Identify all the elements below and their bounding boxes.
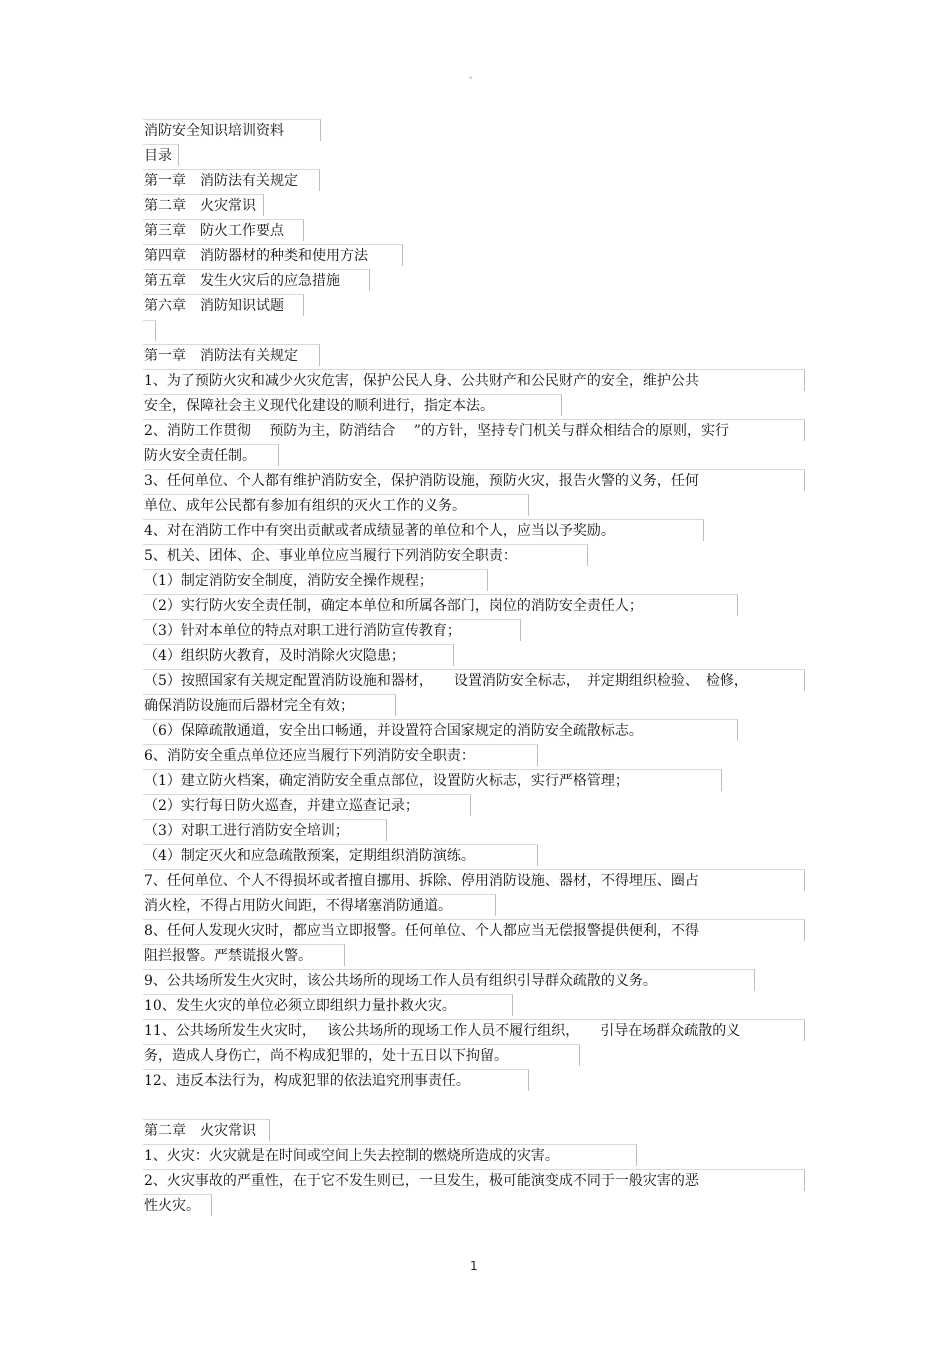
text-line: 2、消防工作贯彻 预防为主，防消结合 ”的方针，坚持专门机关与群众相结合的原则，实行 — [143, 419, 805, 441]
text-line: 1、为了预防火灾和减少火灾危害，保护公民人身、公共财产和公民财产的安全，维护公共 — [143, 369, 805, 391]
text-line: （3）针对本单位的特点对职工进行消防宣传教育； — [143, 619, 521, 641]
text-line: 务，造成人身伤亡，尚不构成犯罪的，处十五日以下拘留。 — [143, 1044, 580, 1066]
text-line: 5、机关、团体、企、事业单位应当履行下列消防安全职责： — [143, 544, 588, 566]
text-line: 阻拦报警。严禁谎报火警。 — [143, 944, 345, 966]
text-line: 第三章 防火工作要点 — [143, 219, 304, 241]
text-line: 8、任何人发现火灾时，都应当立即报警。任何单位、个人都应当无偿报警提供便利，不得 — [143, 919, 805, 941]
text-line: 第五章 发生火灾后的应急措施 — [143, 269, 370, 291]
text-line: 第一章 消防法有关规定 — [143, 169, 320, 191]
text-line: 9、公共场所发生火灾时，该公共场所的现场工作人员有组织引导群众疏散的义务。 — [143, 969, 755, 991]
text-line: 单位、成年公民都有参加有组织的灭火工作的义务。 — [143, 494, 529, 516]
empty-cell — [143, 320, 156, 341]
text-line: 第六章 消防知识试题 — [143, 294, 304, 316]
text-line: 安全，保障社会主义现代化建设的顺利进行，指定本法。 — [143, 394, 562, 416]
text-line: 4、对在消防工作中有突出贡献或者成绩显著的单位和个人，应当以予奖励。 — [143, 519, 704, 541]
text-line: 消防安全知识培训资料 — [143, 119, 321, 141]
text-line: 2、火灾事故的严重性，在于它不发生则已，一旦发生，极可能演变成不同于一般灾害的恶 — [143, 1169, 805, 1191]
text-line: 1、火灾：火灾就是在时间或空间上失去控制的燃烧所造成的灾害。 — [143, 1144, 637, 1166]
text-line: 消火栓，不得占用防火间距，不得堵塞消防通道。 — [143, 894, 496, 916]
text-line: 3、任何单位、个人都有维护消防安全，保护消防设施，预防火灾，报告火警的义务，任何 — [143, 469, 805, 491]
text-line: （2）实行每日防火巡查，并建立巡查记录； — [143, 794, 471, 816]
text-line: （3）对职工进行消防安全培训； — [143, 819, 387, 841]
text-line: （1）制定消防安全制度，消防安全操作规程； — [143, 569, 488, 591]
text-line: （6）保障疏散通道，安全出口畅通，并设置符合国家规定的消防安全疏散标志。 — [143, 719, 738, 741]
text-line: 第一章 消防法有关规定 — [143, 344, 320, 366]
page-number: 1 — [470, 1259, 478, 1273]
text-line: （5）按照国家有关规定配置消防设施和器材， 设置消防安全标志， 并定期组织检验、 检修， — [143, 669, 805, 691]
text-line: 10、发生火灾的单位必须立即组织力量扑救火灾。 — [143, 994, 513, 1016]
text-line: 性火灾。 — [143, 1194, 212, 1216]
text-line: 确保消防设施而后器材完全有效； — [143, 694, 396, 716]
text-line: （1）建立防火档案，确定消防安全重点部位，设置防火标志，实行严格管理； — [143, 769, 722, 791]
header-mark: 。 — [469, 71, 479, 81]
text-line: （4）制定灭火和应急疏散预案，定期组织消防演练。 — [143, 844, 538, 866]
text-line: 12、违反本法行为，构成犯罪的依法追究刑事责任。 — [143, 1069, 529, 1091]
text-line: 目录 — [143, 144, 179, 166]
text-line: （2）实行防火安全责任制，确定本单位和所属各部门，岗位的消防安全责任人； — [143, 594, 738, 616]
text-line: 11、公共场所发生火灾时， 该公共场所的现场工作人员不履行组织， 引导在场群众疏散的义 — [143, 1019, 805, 1041]
text-line: 第二章 火灾常识 — [143, 194, 264, 216]
text-line: 7、任何单位、个人不得损坏或者擅自挪用、拆除、停用消防设施、器材，不得埋压、圈占 — [143, 869, 805, 891]
text-line: 第四章 消防器材的种类和使用方法 — [143, 244, 403, 266]
text-line: （4）组织防火教育，及时消除火灾隐患； — [143, 644, 454, 666]
text-line: 第二章 火灾常识 — [143, 1119, 270, 1141]
text-line: 防火安全责任制。 — [143, 444, 279, 466]
text-line: 6、消防安全重点单位还应当履行下列消防安全职责： — [143, 744, 538, 766]
